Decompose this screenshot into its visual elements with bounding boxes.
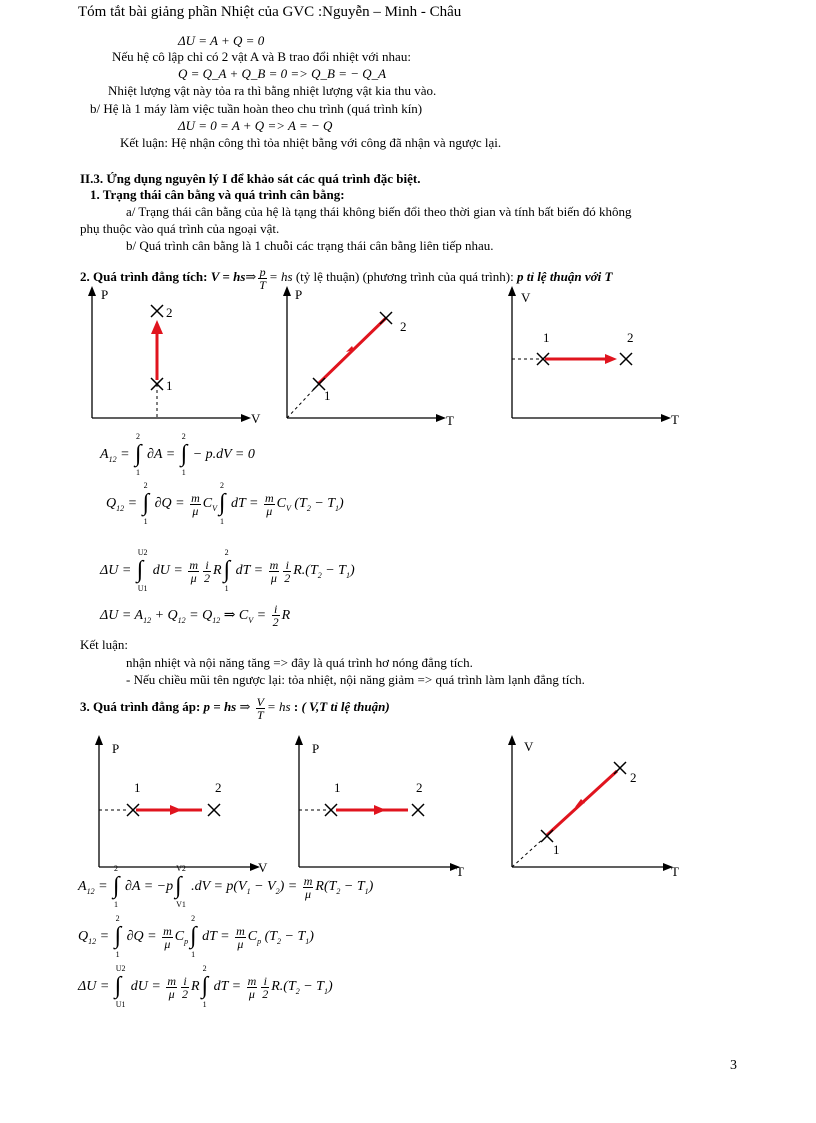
axis-label-t: T: [456, 864, 464, 879]
heat-exchange-text: Nhiệt lượng vật này tỏa ra thì bằng nhiệt lượng vật kia thu vào.: [108, 83, 437, 98]
isochoric-fraction: $\frac{p}{T}$: [259, 264, 266, 292]
cyclic-machine-text: b/ Hệ là 1 máy làm việc tuần hoàn theo chu trình (quá trình kín): [90, 101, 423, 116]
point-label-1: 1: [553, 842, 560, 857]
equation-isochoric-heat: $Q_{12}$ = 2 ∫ 1 ∂Q = $\frac{m}{\mu}$ $C_V$ 2 ∫ 1 dT = $\frac{m}{\mu}$ $C_V$ $(T_2 - T_1)$: [106, 481, 344, 526]
isobaric-title-lead: 3. Quá trình đẳng áp:: [80, 699, 204, 714]
equation-isochoric-work: $A_{12}$ = 2 ∫ 1 ∂A = 2 ∫ 1 − p.dV = 0: [100, 432, 255, 477]
isochoric-title-eq: V = hs: [210, 269, 246, 284]
isobaric-title-tail: ( V,T tỉ lệ thuận): [301, 699, 390, 714]
axis-label-v: V: [251, 411, 261, 426]
equation-isolated-energy: ΔU = A + Q = 0: [178, 33, 265, 48]
isochoric-title-mid: (tỷ lệ thuận) (phương trình của quá trình):: [295, 269, 517, 284]
point-label-2: 2: [416, 780, 423, 795]
point-label-1: 1: [134, 780, 141, 795]
point-label-2: 2: [627, 330, 634, 345]
section-title: II.3. Ứng dụng nguyên lý I để khảo sát các quá trình đặc biệt.: [80, 171, 421, 186]
point-label-1: 1: [324, 388, 331, 403]
equation-isochoric-energy: ΔU = U2 ∫ U1 dU = $\frac{m}{\mu}$ $\frac{i}{2}$ R 2 ∫ 1 dT = $\frac{m}{\mu}$ $\frac{i}{2}$ $R.(T_2 - T_1)$: [100, 548, 355, 593]
graph-isobaric-pv: [92, 733, 272, 883]
isobaric-title: 3. Quá trình đẳng áp: p = hs ⇒ $\frac{V}{T}$ = hs : ( V,T tỉ lệ thuận): [80, 694, 390, 722]
equilibrium-state-text-2: phụ thuộc vào quá trình của ngoại vật.: [80, 221, 280, 236]
graph-isochoric-vt: [505, 284, 680, 434]
point-label-2: 2: [166, 305, 173, 320]
page-header: Tóm tắt bài giảng phần Nhiệt của GVC :Nguyễn – Minh - Châu: [78, 4, 462, 20]
isochoric-conclusion-2: - Nếu chiều mũi tên ngược lại: tỏa nhiệt, nội năng giảm => quá trình làm lạnh đẳng tích.: [126, 672, 585, 687]
point-label-2: 2: [215, 780, 222, 795]
axis-label-t: T: [671, 864, 679, 879]
page-number: 3: [730, 1058, 737, 1073]
axis-label-p: P: [295, 287, 303, 302]
axis-label-t: T: [446, 413, 454, 428]
axis-label-p: P: [112, 741, 120, 756]
isochoric-conclusion-1: nhận nhiệt và nội năng tăng => đây là quá trình hơ nóng đẳng tích.: [126, 655, 473, 670]
equation-isobaric-work: $A_{12}$ = 2 ∫ 1 ∂A = −p V2 ∫ V1 $.dV = p(V_1 - V_2)$ = $\frac{m}{\mu}$ $R(T_2 - T_1)$: [78, 864, 374, 909]
point-label-1: 1: [334, 780, 341, 795]
equation-heat-balance: Q = Q_A + Q_B = 0 => Q_B = − Q_A: [178, 66, 387, 81]
isochoric-title: 2. Quá trình đẳng tích: V = hs⇒ $\frac{p}{T}$ = hs (tỷ lệ thuận) (phương trình của quá trình): p tỉ lệ thuận với T: [80, 264, 613, 292]
point-label-1: 1: [543, 330, 550, 345]
isolated-system-text: Nếu hệ cô lập chỉ có 2 vật A và B trao đổi nhiệt với nhau:: [112, 49, 411, 64]
graph-isochoric-pt: [280, 284, 455, 434]
equation-isochoric-cv: $\Delta U = A_{12} + Q_{12} = Q_{12}$ ⇒ $C_V$ = $\frac{i}{2}$ R: [100, 602, 291, 630]
axis-label-t: T: [671, 412, 679, 427]
isochoric-title-lead: 2. Quá trình đẳng tích:: [80, 269, 211, 284]
graph-isochoric-pv: [85, 284, 260, 434]
isochoric-conclusion-label: Kết luận:: [80, 637, 129, 652]
equation-isobaric-heat: $Q_{12}$ = 2 ∫ 1 ∂Q = $\frac{m}{\mu}$ $C_p$ 2 ∫ 1 dT = $\frac{m}{\mu}$ $C_p$ $(T_2 - T_1)$: [78, 914, 314, 959]
axis-label-v: V: [258, 860, 268, 875]
equation-isobaric-energy: ΔU = U2 ∫ U1 dU = $\frac{m}{\mu}$ $\frac{i}{2}$ R 2 ∫ 1 dT = $\frac{m}{\mu}$ $\frac{i}{2}$ $R.(T_2 - T_1)$: [78, 964, 333, 1009]
conclusion-text: Kết luận: Hệ nhận công thì tỏa nhiệt bằng với công đã nhận và ngược lại.: [120, 135, 502, 150]
graph-isobaric-pt: [292, 733, 472, 883]
isobaric-title-eq: p = hs: [203, 699, 237, 714]
subsection-equilibrium: 1. Trạng thái cân bằng và quá trình cân bằng:: [90, 187, 345, 202]
graph-isobaric-vt: [505, 733, 685, 883]
isobaric-fraction: $\frac{V}{T}$: [256, 694, 264, 722]
point-label-1: 1: [166, 378, 173, 393]
equilibrium-process-text: b/ Quá trình cân bằng là 1 chuỗi các trạng thái cân bằng liên tiếp nhau.: [126, 238, 494, 253]
isochoric-title-tail: p tỉ lệ thuận với T: [516, 269, 613, 284]
axis-label-v: V: [521, 290, 531, 305]
point-label-2: 2: [630, 770, 637, 785]
axis-label-v: V: [524, 739, 534, 754]
point-label-2: 2: [400, 319, 407, 334]
equation-cycle: ΔU = 0 = A + Q => A = − Q: [178, 118, 333, 133]
equilibrium-state-text-1: a/ Trạng thái cân bằng của hệ là tạng thái không biến đổi theo thời gian và tính bất biến đó không: [126, 204, 632, 219]
axis-label-p: P: [312, 741, 320, 756]
axis-label-p: P: [101, 287, 109, 302]
